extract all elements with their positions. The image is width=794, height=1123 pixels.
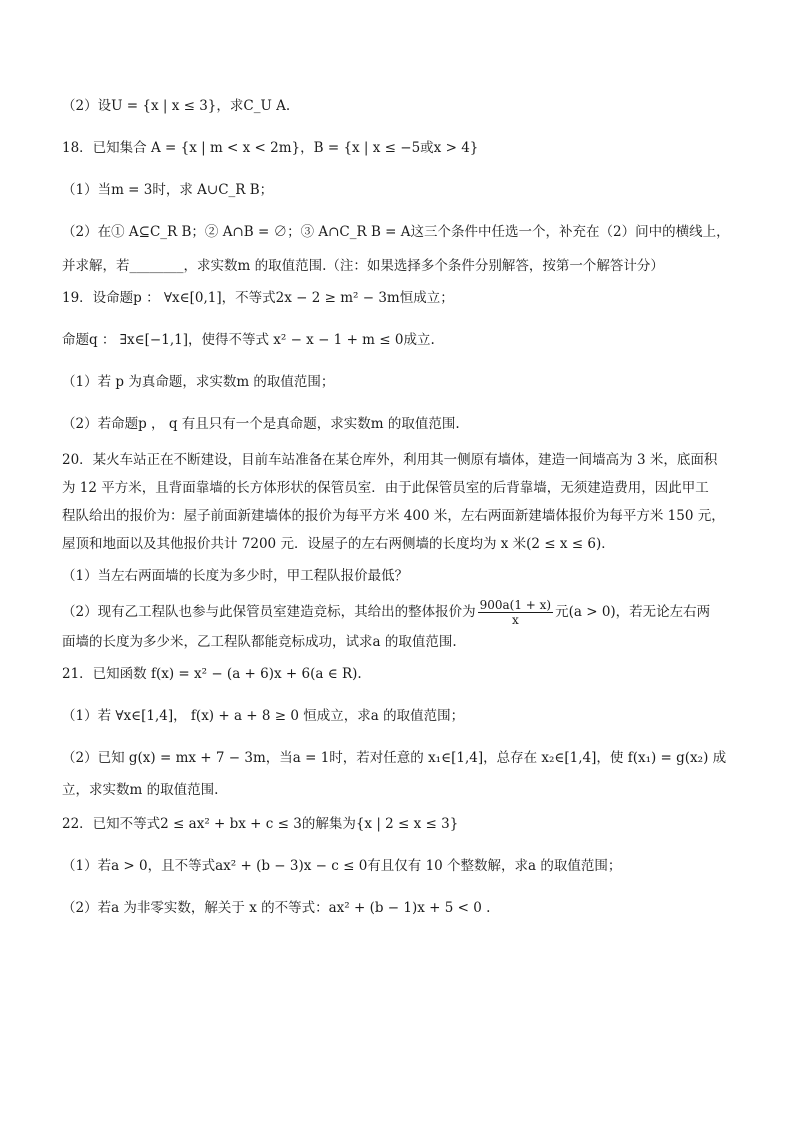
text-line: （2）在① A⊆C_R B；② A∩B = ∅；③ A∩C_R B = A这三个条件中任选一个，补充在（2）问中的横线上， bbox=[62, 224, 730, 240]
price-fraction-denominator: x bbox=[511, 613, 519, 627]
text-line: （1）若a > 0，且不等式ax² + (b − 3)x − c ≤ 0有且仅有 10 个整数解，求a 的取值范围； bbox=[62, 858, 622, 874]
text-line: （2）已知 g(x) = mx + 7 − 3m，当a = 1时，若对任意的 x₁∈[1,4]，总存在 x₂∈[1,4]，使 f(x₁) = g(x₂) 成 bbox=[62, 750, 727, 766]
text-line: （1）当m = 3时，求 A∪C_R B； bbox=[62, 182, 274, 198]
text-line: 命题q ： ∃x∈[−1,1]，使得不等式 x² − x − 1 + m ≤ 0成立. bbox=[62, 332, 435, 348]
text-line: 为 12 平方米，且背面靠墙的长方体形状的保管员室．由于此保管员室的后背靠墙，无须建造费用，因此甲工 bbox=[62, 480, 709, 496]
text-line: 21．已知函数 f(x) = x² − (a + 6)x + 6(a ∈ R). bbox=[62, 666, 362, 682]
text-line: 并求解，若________，求实数m 的取值范围.（注：如果选择多个条件分别解答，按第一个解答计分） bbox=[62, 258, 664, 274]
text-line: 程队给出的报价为：屋子前面新建墙体的报价为每平方米 400 米，左右两面新建墙体报价为每平方米 150 元， bbox=[62, 508, 725, 524]
text-line: 面墙的长度为多少米，乙工程队都能竞标成功，试求a 的取值范围. bbox=[62, 634, 457, 650]
text-line: 屋顶和地面以及其他报价共计 7200 元．设屋子的左右两侧墙的长度均为 x 米(2 ≤ x ≤ 6)． bbox=[62, 536, 615, 552]
text-line: （1）若 ∀x∈[1,4]， f(x) + a + 8 ≥ 0 恒成立，求a 的取值范围； bbox=[62, 708, 465, 724]
text-line: 立，求实数m 的取值范围. bbox=[62, 782, 219, 798]
text-line: （1）若 p 为真命题，求实数m 的取值范围； bbox=[62, 374, 335, 390]
q20-part2-line1 bbox=[62, 598, 754, 627]
price-fraction bbox=[478, 598, 554, 627]
text-line: 20．某火车站正在不断建设，目前车站准备在某仓库外，利用其一侧原有墙体，建造一间墙高为 3 米，底面积 bbox=[62, 452, 718, 468]
q20-part2-suffix: 元(a > 0)，若无论左右两 bbox=[555, 604, 711, 620]
text-line: 18．已知集合 A = {x | m < x < 2m}，B = {x | x ≤ −5或x > 4} bbox=[62, 140, 479, 156]
text-line: （1）当左右两面墙的长度为多少时，甲工程队报价最低？ bbox=[62, 568, 409, 584]
text-line: 19．设命题p ： ∀x∈[0,1]，不等式2x − 2 ≥ m² − 3m恒成立； bbox=[62, 290, 454, 306]
text-line: （2）若命题p ， q 有且只有一个是真命题，求实数m 的取值范围. bbox=[62, 416, 460, 432]
text-line: （2）若a 为非零实数，解关于 x 的不等式：ax² + (b − 1)x + 5 < 0 . bbox=[62, 900, 491, 916]
text-line: 22．已知不等式2 ≤ ax² + bx + c ≤ 3的解集为{x | 2 ≤ x ≤ 3} bbox=[62, 816, 459, 832]
price-fraction-numerator: 900a(1 + x) bbox=[479, 598, 552, 612]
text-line: （2）设U = {x | x ≤ 3}，求C_U A. bbox=[62, 98, 291, 114]
q20-part2-prefix: （2）现有乙工程队也参与此保管员室建造竞标，其给出的整体报价为 bbox=[62, 604, 476, 620]
